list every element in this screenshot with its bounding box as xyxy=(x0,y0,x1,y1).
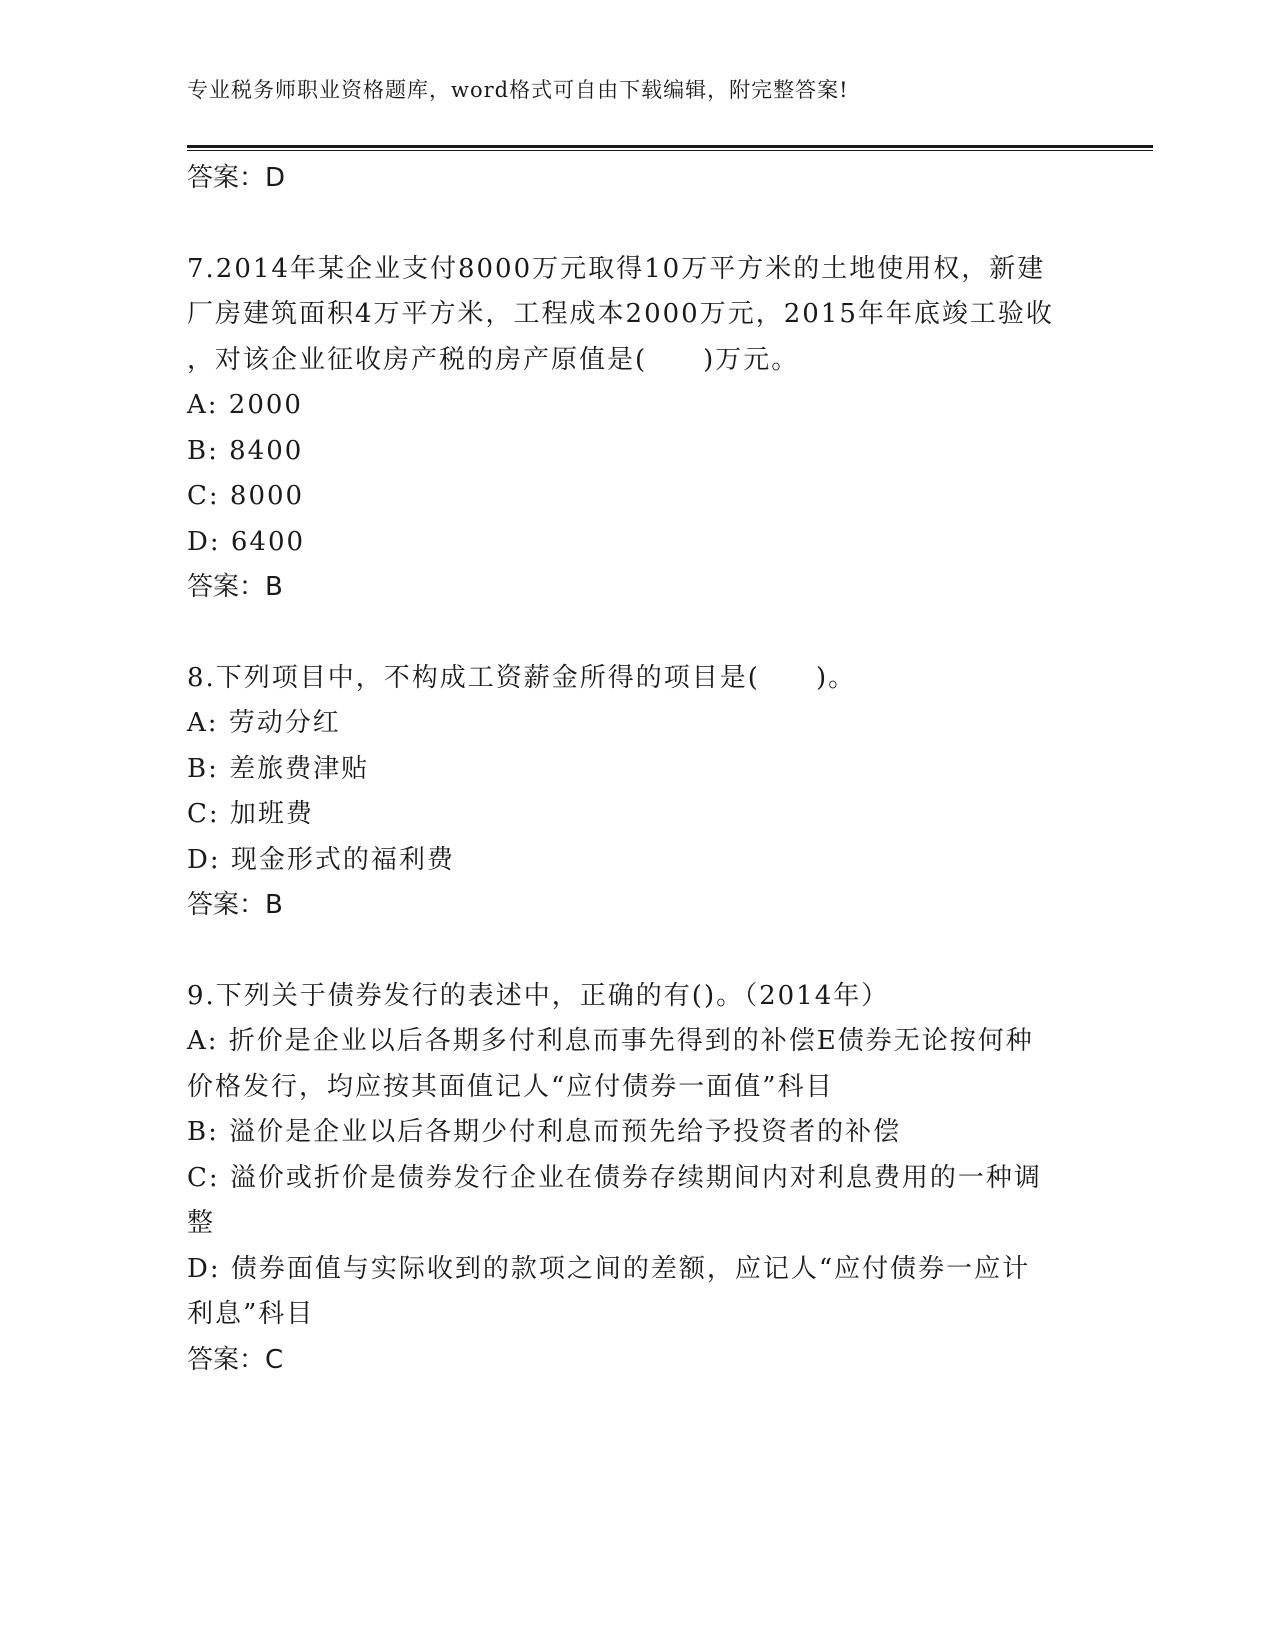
option-a: A: 2000 xyxy=(187,390,303,420)
answer: 答案：B xyxy=(187,890,283,920)
option-d: D: 现金形式的福利费 xyxy=(187,844,455,875)
question-9 xyxy=(187,974,1087,1384)
header-rule-thin xyxy=(187,150,1153,151)
question-stem-line: 厂房建筑面积4万平方米，工程成本2000万元，2015年年底竣工验收 xyxy=(187,299,1054,329)
page-header: 专业税务师职业资格题库，word格式可自由下载编辑，附完整答案! xyxy=(187,78,849,102)
option-b: B: 差旅费津贴 xyxy=(187,753,370,784)
option-d: D: 债券面值与实际收到的款项之间的差额，应记人“应付债券一应计 xyxy=(187,1253,1031,1284)
document-body xyxy=(187,156,1087,1383)
answer: 答案：B xyxy=(187,572,283,602)
header-rule-thick xyxy=(187,145,1153,148)
option-b: B: 8400 xyxy=(187,435,304,466)
option-c-continued: 整 xyxy=(187,1208,216,1238)
option-d-continued: 利息”科目 xyxy=(187,1299,315,1329)
question-stem-line: ，对该企业征收房产税的房产原值是( )万元。 xyxy=(187,344,800,375)
question-stem-line: 9.下列关于债券发行的表述中，正确的有()。（2014年） xyxy=(187,980,890,1011)
option-a: A: 折价是企业以后各期多付利息而事先得到的补偿E债券无论按何种 xyxy=(187,1026,1034,1056)
question-8 xyxy=(187,656,1087,929)
option-c: C: 8000 xyxy=(187,481,305,511)
previous-answer: 答案：D xyxy=(187,163,286,193)
answer: 答案：C xyxy=(187,1344,284,1375)
option-a-continued: 价格发行，均应按其面值记人“应付债券一面值”科目 xyxy=(187,1071,834,1102)
option-c: C: 溢价或折价是债券发行企业在债券存续期间内对利息费用的一种调 xyxy=(187,1162,1042,1193)
option-b: B: 溢价是企业以后各期少付利息而预先给予投资者的补偿 xyxy=(187,1117,902,1147)
question-stem-line: 8.下列项目中，不构成工资薪金所得的项目是( )。 xyxy=(187,662,857,693)
option-c: C: 加班费 xyxy=(187,799,314,829)
option-a: A: 劳动分红 xyxy=(187,708,341,738)
option-d: D: 6400 xyxy=(187,526,306,557)
question-stem-line: 7.2014年某企业支付8000万元取得10万平方米的土地使用权，新建 xyxy=(187,253,1046,284)
question-7 xyxy=(187,247,1087,611)
